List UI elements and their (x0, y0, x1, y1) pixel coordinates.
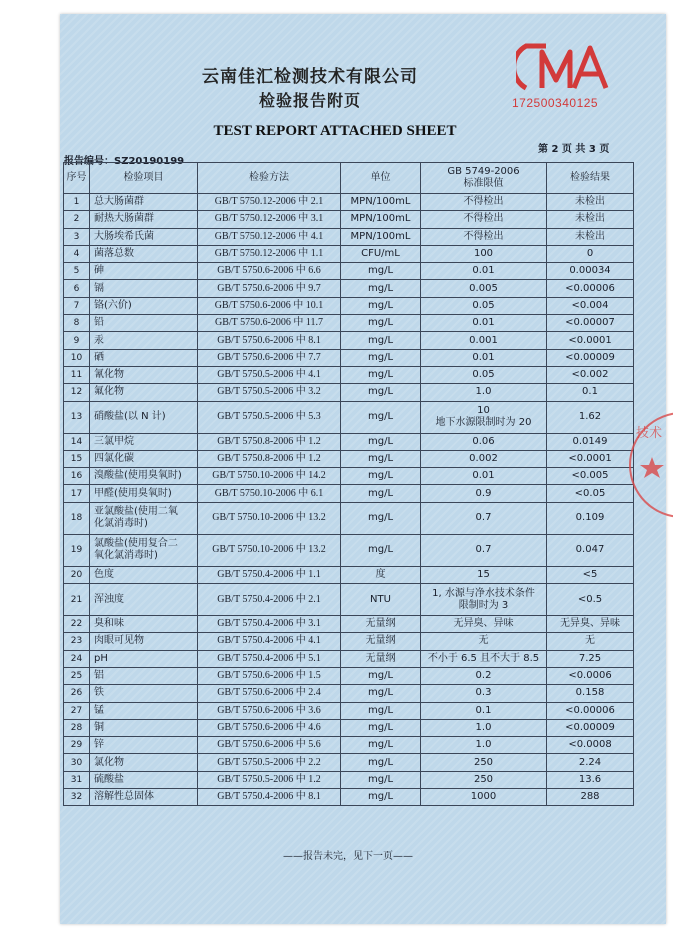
cell-method: GB/T 5750.6-2006 中 6.6 (198, 263, 341, 280)
table-row (64, 771, 634, 788)
cell-method: GB/T 5750.6-2006 中 2.4 (198, 685, 341, 702)
cell-method: GB/T 5750.6-2006 中 9.7 (198, 280, 341, 297)
cell-unit: 无量纲 (341, 650, 421, 667)
table-row (64, 754, 634, 771)
cell-method: GB/T 5750.4-2006 中 3.1 (198, 616, 341, 633)
col-header-item: 检验项目 (90, 163, 198, 194)
table-row (64, 650, 634, 667)
cell-no: 3 (64, 228, 90, 245)
english-title: TEST REPORT ATTACHED SHEET (213, 123, 457, 139)
cell-no: 16 (64, 468, 90, 485)
cell-no: 28 (64, 719, 90, 736)
cell-no: 23 (64, 633, 90, 650)
cell-limit: 不得检出 (421, 211, 547, 228)
cell-limit: 0.01 (421, 349, 547, 366)
table-row (64, 401, 634, 433)
cell-limit: 1.0 (421, 719, 547, 736)
cell-no: 8 (64, 315, 90, 332)
cell-unit: mg/L (341, 485, 421, 502)
cell-no: 9 (64, 332, 90, 349)
cell-item: 浑浊度 (90, 584, 198, 616)
cell-limit: 不得检出 (421, 194, 547, 211)
cell-method: GB/T 5750.12-2006 中 1.1 (198, 245, 341, 262)
cell-no: 21 (64, 584, 90, 616)
cell-result: 未检出 (547, 194, 634, 211)
cell-item: 镉 (90, 280, 198, 297)
cell-result: <5 (547, 566, 634, 583)
cell-item: 总大肠菌群 (90, 194, 198, 211)
cell-item: 溶解性总固体 (90, 789, 198, 806)
cell-no: 22 (64, 616, 90, 633)
cell-method: GB/T 5750.4-2006 中 2.1 (198, 584, 341, 616)
cell-unit: NTU (341, 584, 421, 616)
cell-result: <0.004 (547, 297, 634, 314)
col-header-no: 序号 (64, 163, 90, 194)
cell-method: GB/T 5750.6-2006 中 10.1 (198, 297, 341, 314)
cell-method: GB/T 5750.10-2006 中 14.2 (198, 468, 341, 485)
cell-no: 7 (64, 297, 90, 314)
cell-method: GB/T 5750.5-2006 中 5.3 (198, 401, 341, 433)
cell-unit: mg/L (341, 502, 421, 534)
cell-limit: 无异臭、异味 (421, 616, 547, 633)
cell-unit: mg/L (341, 297, 421, 314)
cell-limit: 250 (421, 754, 547, 771)
table-row (64, 228, 634, 245)
cell-result: <0.0001 (547, 332, 634, 349)
cell-no: 15 (64, 450, 90, 467)
cma-logo-icon (516, 42, 612, 92)
cell-limit: 0.06 (421, 433, 547, 450)
cell-limit: 1, 水源与净水技术条件 限制时为 3 (421, 584, 547, 616)
cell-unit: MPN/100mL (341, 228, 421, 245)
cell-item: 菌落总数 (90, 245, 198, 262)
cell-method: GB/T 5750.10-2006 中 13.2 (198, 502, 341, 534)
cell-item: 硒 (90, 349, 198, 366)
cell-item: 亚氯酸盐(使用二氧 化氯消毒时) (90, 502, 198, 534)
table-row (64, 702, 634, 719)
cell-limit: 0.1 (421, 702, 547, 719)
cell-method: GB/T 5750.12-2006 中 2.1 (198, 194, 341, 211)
cell-limit: 0.01 (421, 263, 547, 280)
cell-no: 13 (64, 401, 90, 433)
cell-limit: 0.7 (421, 534, 547, 566)
cell-limit: 0.3 (421, 685, 547, 702)
cell-no: 18 (64, 502, 90, 534)
cell-limit: 100 (421, 245, 547, 262)
cell-item: 汞 (90, 332, 198, 349)
cell-no: 20 (64, 566, 90, 583)
cell-item: 氯酸盐(使用复合二 氧化氯消毒时) (90, 534, 198, 566)
cell-limit: 10 地下水源限制时为 20 (421, 401, 547, 433)
cell-result: 0.109 (547, 502, 634, 534)
col-header-result: 检验结果 (547, 163, 634, 194)
cell-result: 2.24 (547, 754, 634, 771)
cell-result: 13.6 (547, 771, 634, 788)
cell-no: 24 (64, 650, 90, 667)
cell-result: 0.0149 (547, 433, 634, 450)
cell-no: 11 (64, 366, 90, 383)
cell-item: 氟化物 (90, 384, 198, 401)
cell-result: 未检出 (547, 228, 634, 245)
cell-method: GB/T 5750.8-2006 中 1.2 (198, 450, 341, 467)
report-subtitle: 检验报告附页 (258, 91, 361, 110)
cell-result: <0.05 (547, 485, 634, 502)
cell-result: <0.5 (547, 584, 634, 616)
cell-unit: mg/L (341, 771, 421, 788)
cell-method: GB/T 5750.6-2006 中 7.7 (198, 349, 341, 366)
cell-result: <0.002 (547, 366, 634, 383)
cell-no: 1 (64, 194, 90, 211)
table-row (64, 315, 634, 332)
table-row (64, 584, 634, 616)
cell-limit: 0.01 (421, 468, 547, 485)
cell-result: 0.1 (547, 384, 634, 401)
cell-no: 17 (64, 485, 90, 502)
table-row (64, 667, 634, 684)
cell-limit: 不小于 6.5 且不大于 8.5 (421, 650, 547, 667)
continuation-note: ——报告未完，见下一页—— (283, 851, 413, 862)
cell-item: 臭和味 (90, 616, 198, 633)
cell-item: 硫酸盐 (90, 771, 198, 788)
cell-result: <0.0006 (547, 667, 634, 684)
cell-limit: 1000 (421, 789, 547, 806)
cell-unit: mg/L (341, 401, 421, 433)
cell-method: GB/T 5750.4-2006 中 8.1 (198, 789, 341, 806)
cell-unit: mg/L (341, 719, 421, 736)
table-row (64, 566, 634, 583)
cell-limit: 无 (421, 633, 547, 650)
cell-limit: 0.9 (421, 485, 547, 502)
cell-unit: mg/L (341, 789, 421, 806)
cell-item: 铜 (90, 719, 198, 736)
cell-item: 氰化物 (90, 366, 198, 383)
col-header-limit: GB 5749-2006 标准限值 (421, 163, 547, 194)
cell-method: GB/T 5750.6-2006 中 8.1 (198, 332, 341, 349)
cell-unit: mg/L (341, 450, 421, 467)
cell-item: 砷 (90, 263, 198, 280)
cell-method: GB/T 5750.12-2006 中 4.1 (198, 228, 341, 245)
cell-item: 锰 (90, 702, 198, 719)
cell-unit: mg/L (341, 263, 421, 280)
table-row (64, 633, 634, 650)
table-row (64, 450, 634, 467)
official-seal-icon (622, 405, 673, 525)
cell-item: 色度 (90, 566, 198, 583)
cell-item: 甲醛(使用臭氧时) (90, 485, 198, 502)
cell-item: 铬(六价) (90, 297, 198, 314)
cell-limit: 0.2 (421, 667, 547, 684)
cell-no: 30 (64, 754, 90, 771)
cell-unit: mg/L (341, 349, 421, 366)
cell-limit: 0.01 (421, 315, 547, 332)
cell-no: 14 (64, 433, 90, 450)
cell-result: 0.00034 (547, 263, 634, 280)
table-row (64, 332, 634, 349)
cell-method: GB/T 5750.6-2006 中 4.6 (198, 719, 341, 736)
cell-unit: mg/L (341, 702, 421, 719)
cell-method: GB/T 5750.4-2006 中 1.1 (198, 566, 341, 583)
table-row (64, 468, 634, 485)
cell-no: 2 (64, 211, 90, 228)
table-row (64, 719, 634, 736)
table-row (64, 245, 634, 262)
table-row (64, 349, 634, 366)
cell-result: <0.00006 (547, 702, 634, 719)
cell-unit: mg/L (341, 366, 421, 383)
cell-unit: 无量纲 (341, 633, 421, 650)
table-row (64, 263, 634, 280)
cell-unit: mg/L (341, 315, 421, 332)
cell-item: 大肠埃希氏菌 (90, 228, 198, 245)
cell-method: GB/T 5750.5-2006 中 3.2 (198, 384, 341, 401)
cell-result: <0.00009 (547, 719, 634, 736)
cell-result: <0.005 (547, 468, 634, 485)
cell-limit: 250 (421, 771, 547, 788)
cell-method: GB/T 5750.5-2006 中 4.1 (198, 366, 341, 383)
cell-result: 1.62 (547, 401, 634, 433)
cell-unit: mg/L (341, 332, 421, 349)
report-number: 报告编号：SZ20190199 (64, 156, 185, 167)
cell-limit: 0.001 (421, 332, 547, 349)
cell-unit: mg/L (341, 280, 421, 297)
cell-no: 29 (64, 737, 90, 754)
cell-method: GB/T 5750.6-2006 中 5.6 (198, 737, 341, 754)
cell-result: 0 (547, 245, 634, 262)
cell-result: <0.00009 (547, 349, 634, 366)
cell-item: 溴酸盐(使用臭氧时) (90, 468, 198, 485)
cell-no: 19 (64, 534, 90, 566)
cell-limit: 1.0 (421, 737, 547, 754)
cell-no: 5 (64, 263, 90, 280)
cell-method: GB/T 5750.4-2006 中 5.1 (198, 650, 341, 667)
table-row (64, 485, 634, 502)
cell-result: 288 (547, 789, 634, 806)
cell-method: GB/T 5750.6-2006 中 1.5 (198, 667, 341, 684)
cell-item: 四氯化碳 (90, 450, 198, 467)
cell-result: 0.047 (547, 534, 634, 566)
cell-method: GB/T 5750.8-2006 中 1.2 (198, 433, 341, 450)
results-table (63, 162, 634, 806)
cell-limit: 0.05 (421, 297, 547, 314)
cell-item: 锌 (90, 737, 198, 754)
cell-no: 25 (64, 667, 90, 684)
seal-text: 技术 (636, 426, 663, 441)
table-row (64, 280, 634, 297)
cell-method: GB/T 5750.4-2006 中 4.1 (198, 633, 341, 650)
cell-item: 三氯甲烷 (90, 433, 198, 450)
table-row (64, 685, 634, 702)
cell-result: <0.00006 (547, 280, 634, 297)
cell-unit: mg/L (341, 685, 421, 702)
cell-limit: 不得检出 (421, 228, 547, 245)
table-body (64, 194, 634, 806)
cell-item: 氯化物 (90, 754, 198, 771)
cell-unit: mg/L (341, 468, 421, 485)
cell-unit: mg/L (341, 754, 421, 771)
cell-unit: mg/L (341, 384, 421, 401)
cell-method: GB/T 5750.10-2006 中 6.1 (198, 485, 341, 502)
table-row (64, 297, 634, 314)
cell-unit: mg/L (341, 433, 421, 450)
cell-unit: 度 (341, 566, 421, 583)
cell-item: 铁 (90, 685, 198, 702)
cell-item: 铝 (90, 667, 198, 684)
table-row (64, 366, 634, 383)
cell-result: 7.25 (547, 650, 634, 667)
col-header-method: 检验方法 (198, 163, 341, 194)
cell-no: 6 (64, 280, 90, 297)
cell-method: GB/T 5750.6-2006 中 3.6 (198, 702, 341, 719)
cell-limit: 0.05 (421, 366, 547, 383)
cell-method: GB/T 5750.5-2006 中 1.2 (198, 771, 341, 788)
table-row (64, 789, 634, 806)
cell-result: 未检出 (547, 211, 634, 228)
table-row (64, 616, 634, 633)
cell-no: 4 (64, 245, 90, 262)
cell-limit: 0.7 (421, 502, 547, 534)
cell-result: <0.0008 (547, 737, 634, 754)
cell-unit: 无量纲 (341, 616, 421, 633)
cell-no: 12 (64, 384, 90, 401)
table-row (64, 534, 634, 566)
cell-limit: 0.005 (421, 280, 547, 297)
table-header-row (64, 163, 634, 194)
cell-no: 26 (64, 685, 90, 702)
cell-no: 32 (64, 789, 90, 806)
cell-result: 无异臭、异味 (547, 616, 634, 633)
cell-method: GB/T 5750.5-2006 中 2.2 (198, 754, 341, 771)
cell-unit: mg/L (341, 534, 421, 566)
cell-limit: 1.0 (421, 384, 547, 401)
cell-unit: MPN/100mL (341, 211, 421, 228)
cell-unit: MPN/100mL (341, 194, 421, 211)
cell-result: 无 (547, 633, 634, 650)
table-row (64, 384, 634, 401)
cell-item: pH (90, 650, 198, 667)
cell-no: 31 (64, 771, 90, 788)
cell-method: GB/T 5750.6-2006 中 11.7 (198, 315, 341, 332)
cell-no: 27 (64, 702, 90, 719)
cell-limit: 0.002 (421, 450, 547, 467)
cell-item: 硝酸盐(以 N 计) (90, 401, 198, 433)
cell-result: <0.00007 (547, 315, 634, 332)
page-indicator: 第 2 页 共 3 页 (538, 144, 610, 155)
table-row (64, 502, 634, 534)
cell-result: 0.158 (547, 685, 634, 702)
cell-unit: mg/L (341, 737, 421, 754)
cell-item: 肉眼可见物 (90, 633, 198, 650)
cell-unit: mg/L (341, 667, 421, 684)
table-row (64, 737, 634, 754)
table-row (64, 211, 634, 228)
cell-method: GB/T 5750.10-2006 中 13.2 (198, 534, 341, 566)
cell-item: 耐热大肠菌群 (90, 211, 198, 228)
cell-limit: 15 (421, 566, 547, 583)
table-row (64, 194, 634, 211)
cell-unit: CFU/mL (341, 245, 421, 262)
cell-result: <0.0001 (547, 450, 634, 467)
ma-certificate-number: 172500340125 (512, 96, 599, 110)
table-row (64, 433, 634, 450)
cell-method: GB/T 5750.12-2006 中 3.1 (198, 211, 341, 228)
cell-item: 铅 (90, 315, 198, 332)
company-name: 云南佳汇检测技术有限公司 (202, 67, 418, 87)
col-header-unit: 单位 (341, 163, 421, 194)
cell-no: 10 (64, 349, 90, 366)
